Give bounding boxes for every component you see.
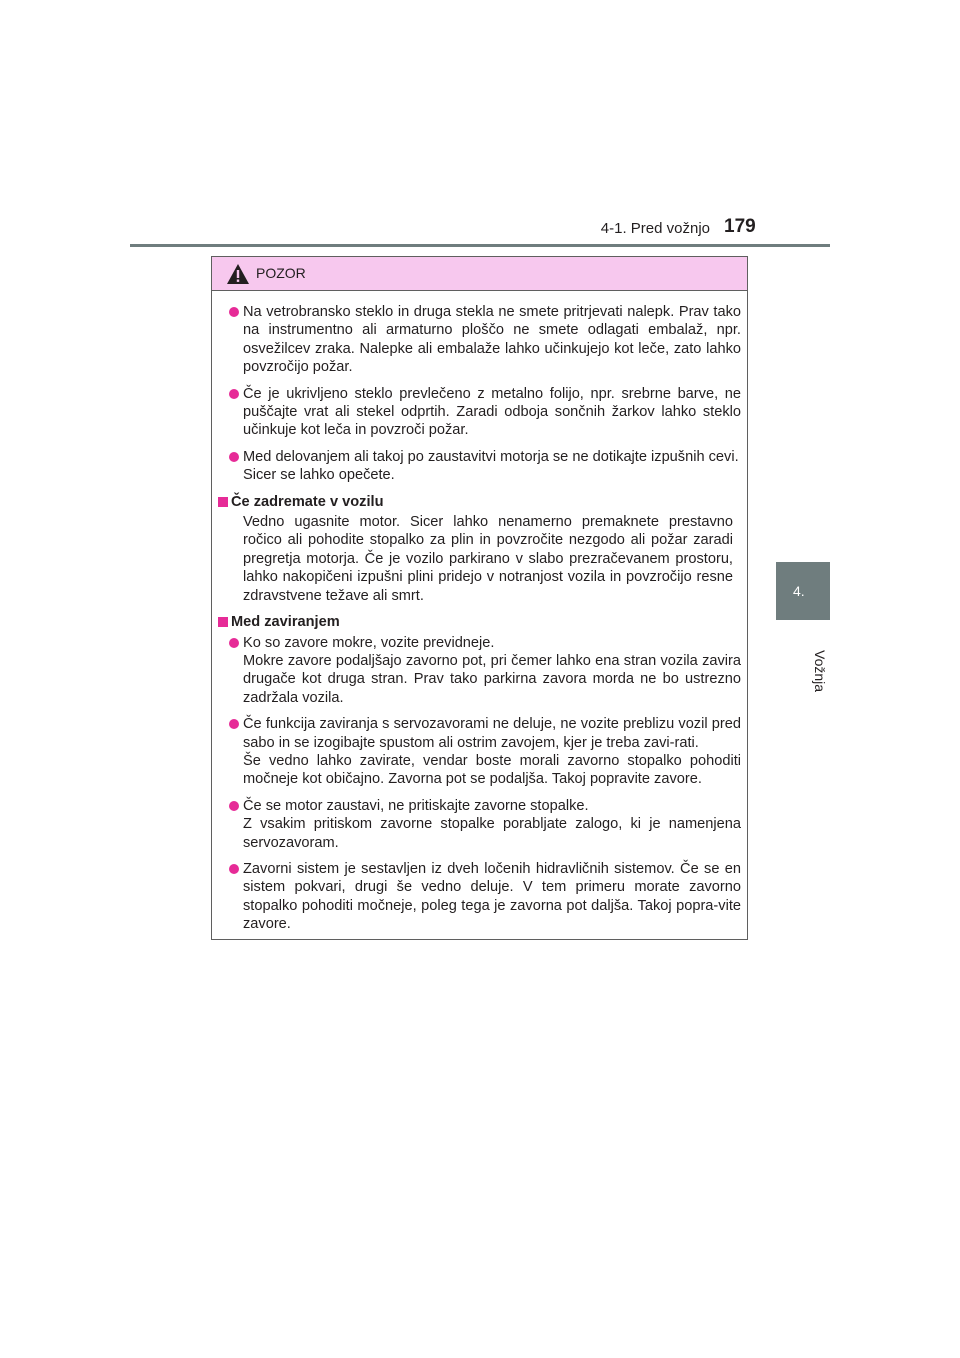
bullet-icon [229,864,239,874]
bullet-icon [229,307,239,317]
chapter-tab[interactable] [776,562,830,620]
bullet-icon [229,452,239,462]
list-item [218,860,741,934]
item-text: Če funkcija zaviranja s servozavorami ne deluje, ne vozite preblizu vozil pred sabo in se izogibajte spustom ali ostrim zavojem, kjer je treba zavi-rati. [243,716,741,751]
heading-text: Če zadremate v vozilu [231,493,384,510]
square-bullet-icon [218,617,228,627]
paragraph: Vedno ugasnite motor. Sicer lahko nenamerno premaknete prestavno ročico ali pohodite stopalko za plin in povzročite nezgodo ali požar zaradi pregretja motorja. Če je vozilo parkirano v slabo prezračevanem prostoru, lahko nakopičeni izpušni plini pridejo v notranjost vozila in povzročijo resne zdravstvene težave ali smrt. [243,514,733,604]
page-number: 179 [724,216,756,237]
caution-box [211,256,748,940]
item-text: Če je ukrivljeno steklo prevlečeno z metalno folijo, npr. srebrne barve, ne puščajte vrat ali stekel odprtih. Zaradi odboja sončnih žarkov lahko steklo učinkuje kot leča in povzroči požar. [243,385,741,439]
list-item [218,634,741,708]
item-text: Še vedno lahko zavirate, vendar boste morali zavorno stopalko pohoditi močneje kot običajno. Zavorna pot se podaljša. Takoj popravite zavore. [243,752,741,788]
bullet-icon [229,719,239,729]
item-text: Zavorni sistem je sestavljen iz dveh ločenih hidravličnih sistemov. Če se en sistem pokvari, drugi še vedno deluje. V tem primeru morate zavorno stopalko pohoditi močneje, poleg tega je zavorna pot daljša. Takoj popra-vite zavore. [243,860,741,933]
section-heading-braking [218,613,741,631]
item-text: Med delovanjem ali takoj po zaustavitvi motorja se ne dotikajte izpušnih cevi. [243,448,739,465]
list-item [218,715,741,789]
section-title: 4-1. Pred vožnjo [600,220,710,237]
bullet-icon [229,638,239,648]
caution-header [212,257,747,291]
list-item [218,303,741,377]
item-text: Ko so zavore mokre, vozite previdneje. [243,634,495,651]
chapter-label: Vožnja [812,649,828,693]
caution-title: POZOR [256,265,306,281]
caution-body [212,291,747,934]
item-text: Sicer se lahko opečete. [243,467,395,484]
header-rule [130,244,830,247]
list-item [218,448,741,485]
item-text: Z vsakim pritiskom zavorne stopalke porabljate zalogo, ki je namenjena servozavoram. [243,816,741,851]
warning-icon [226,263,250,285]
item-text: Na vetrobransko steklo in druga stekla ne smete pritrjevati nalepk. Prav tako na instrumentno ali armaturno ploščo ne smete odlagati embalaž, npr. osvežilcev zraka. Nalepke ali embalaže lahko učinkujejo kot leče, zato lahko povzročijo požar. [243,304,741,376]
bullet-icon [229,389,239,399]
list-item [218,385,741,440]
item-text: Če se motor zaustavi, ne pritiskajte zavorne stopalke. [243,797,589,814]
chapter-number: 4. [793,583,805,599]
section-heading-sleep [218,493,741,511]
heading-text: Med zaviranjem [231,614,340,631]
bullet-icon [229,801,239,811]
list-item [218,797,741,852]
square-bullet-icon [218,497,228,507]
item-text: Mokre zavore podaljšajo zavorno pot, pri čemer lahko ena stran vozila zavira drugače kot druga stran. Prav tako parkirna zavora morda ne bo ustrezno zadržala vozila. [243,652,741,706]
